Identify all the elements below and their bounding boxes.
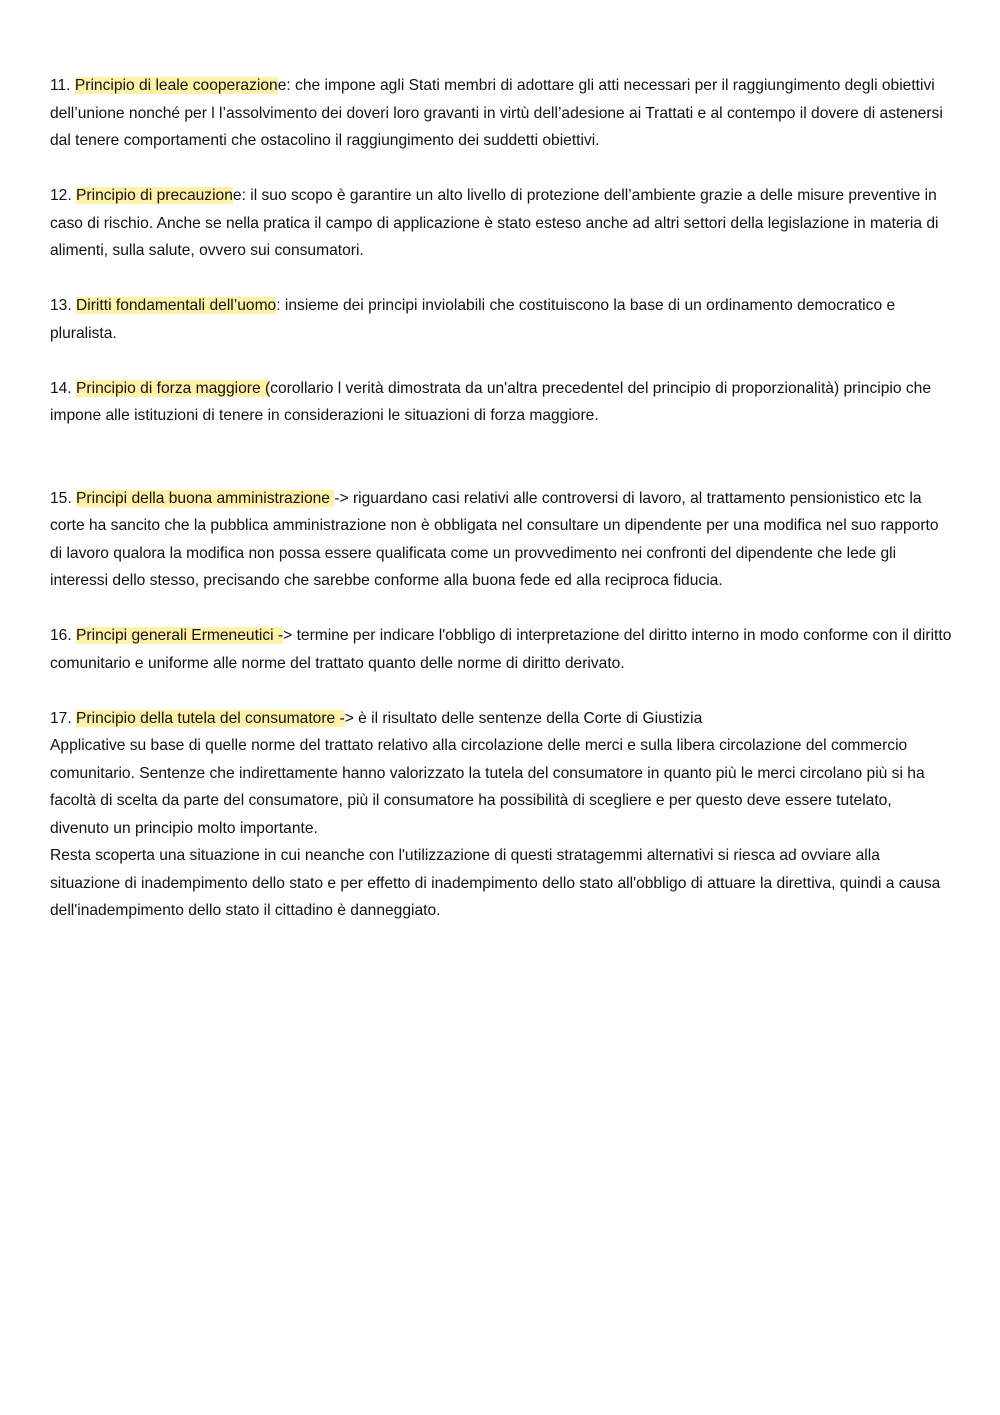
item-text: : insieme dei principi inviolabili che costituiscono la base di un ordinamento democratico e pluralista. — [50, 297, 896, 342]
item-17 — [50, 705, 952, 733]
item-13 — [50, 292, 952, 347]
closing-paragraph: Resta scoperta una situazione in cui neanche con l'utilizzazione di questi stratagemmi alternativi si riesca ad ovviare alla situazione di inadempimento dello stato e per effetto di inadempimento dello stato all'obbligo di attuare la direttiva, quindi a causa dell'inadempimento dello stato il cittadino è danneggiato. — [50, 847, 941, 919]
item-text: > è il risultato delle sentenze della Corte di Giustizia — [344, 709, 703, 727]
item-14 — [50, 375, 952, 430]
item-number: 11. — [50, 77, 75, 94]
highlighted-term: Diritti fondamentali dell’uomo — [76, 297, 277, 314]
highlighted-term: Principio della tutela del consumatore - — [76, 709, 345, 727]
item-text: > termine per indicare l'obbligo di interpretazione del diritto interno in modo conforme con il diritto comunitario e uniforme alle norme del trattato quanto delle norme di diritto derivato. — [50, 627, 952, 672]
item-11 — [50, 72, 952, 155]
item-12 — [50, 182, 952, 265]
document-page — [50, 72, 952, 925]
highlighted-term: Principio di forza maggiore ( — [76, 379, 271, 397]
item-17-continuation: Applicative su base di quelle norme del trattato relativo alla circolazione delle merci e sulla libera circolazione del commercio comunitario. Sentenze che indirettamente hanno valorizzato la tutela del consumatore in quanto più le merci circolano più si ha facoltà di scelta da parte del consumatore, più il consumatore ha possibilità di scegliere e per questo deve essere tutelato, divenuto un principio molto importante. — [50, 737, 925, 837]
item-15 — [50, 485, 952, 595]
highlighted-term: Principi generali Ermeneutici - — [76, 627, 284, 644]
item-text: -> riguardano casi relativi alle controversi di lavoro, al trattamento pensionistico etc la corte ha sancito che la pubblica amministrazione non è obbligata nel consultare un dipendente per una modifica nel suo rapporto di lavoro qualora la modifica non possa essere qualificata come un provvedimento nei confronti del dipendente che lede gli interessi dello stesso, precisando che sarebbe conforme alla buona fede ed alla reciproca fiducia. — [50, 489, 939, 589]
highlighted-term: Principio di precauzion — [76, 187, 233, 204]
item-number: 12. — [50, 187, 77, 204]
item-number: 15. — [50, 489, 77, 507]
item-text: : che impone agli Stati membri di adottare gli atti necessari per il raggiungimento degli obiettivi dell’unione nonché per l l’assolvimento dei doveri loro gravanti in virtù dell’adesione ai Trattati e al contempo il dovere di astenersi dal tenere comportamenti che ostacolino il raggiungimento dei suddetti obiettivi. — [50, 77, 943, 149]
item-16 — [50, 622, 952, 677]
item-number: 16. — [50, 627, 77, 644]
item-text: e: il suo scopo è garantire un alto livello di protezione dell’ambiente grazie a delle misure preventive in caso di rischio. Anche se nella pratica il campo di applicazione è stato esteso anche ad altri settori della legislazione in materia di alimenti, sulla salute, ovvero sui consumatori. — [50, 187, 939, 259]
highlighted-term: Principi della buona amministrazione — [76, 489, 335, 507]
highlighted-term: Principio di leale cooperazion — [74, 77, 278, 94]
term-tail: e — [277, 77, 287, 94]
item-number: 13. — [50, 297, 77, 314]
item-number: 14. — [50, 379, 77, 397]
item-text: corollario l verità dimostrata da un'altra precedentel del principio di proporzionalità) principio che impone alle istituzioni di tenere in considerazioni le situazioni di forza maggiore. — [50, 379, 932, 424]
item-number: 17. — [50, 709, 77, 727]
